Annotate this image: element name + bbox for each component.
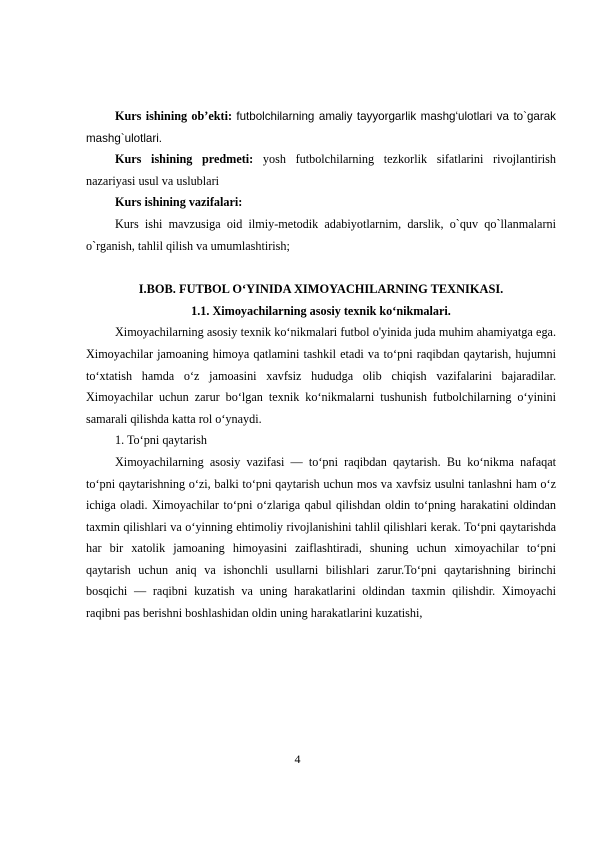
list-item-ball-return bbox=[86, 430, 556, 452]
tasks-label: Kurs ishining vazifalari: bbox=[115, 195, 243, 210]
object-label: Kurs ishining ob’ekti: bbox=[115, 109, 233, 123]
subject-label: Kurs ishining predmeti: bbox=[115, 152, 254, 167]
tasks-paragraph bbox=[86, 214, 556, 257]
subject-paragraph bbox=[86, 149, 556, 192]
tasks-heading bbox=[86, 192, 556, 214]
section-title: 1.1. Ximoyachilarning asosiy texnik ko‘nikmalari. bbox=[191, 303, 451, 318]
object-paragraph bbox=[86, 106, 556, 149]
tasks-text: Kurs ishi mavzusiga oid ilmiy-metodik adabiyotlarnim, darslik, o`quv qo`llanmalarni o`rganish, tahlil qilish va umumlashtirish; bbox=[86, 216, 556, 253]
subject-text: yosh futbolchilarning tezkorlik sifatlarini rivojlantirish nazariyasi usul va uslublari bbox=[86, 152, 557, 188]
object-text: futbolchilarning amaliy tayyorgarlik mashg‘ulotlari va to`garak mashg`ulotlari. bbox=[86, 110, 556, 145]
intro-paragraph bbox=[86, 322, 556, 430]
page-content bbox=[86, 106, 556, 625]
ball-return-paragraph bbox=[86, 452, 556, 625]
ball-return-text: Ximoyachilarning asosiy vazifasi — to‘pni raqibdan qaytarish. Bu ko‘nikma nafaqat to‘pni qaytarishning o‘zi, balki to‘pni qaytarish uchun mos va xavfsiz usulni tanlashni ham o‘z ichiga oladi. Ximoyachilar to‘pni o‘zlariga qabul qilishdan oldin to‘pning harakatini oldindan taxmin qilishlari va o‘yinning ehtimoliy rivojlanishini tahlil qilishlari kerak. To‘pni qaytarishda har bir xatolik jamoaning himoyasini zaiflashtiradi, shuning uchun ximoyachilar to‘pni qaytarish uchun aniq va ishonchli usullarni bilishlari zarur.To‘pni qaytarishning birinchi bosqichi — raqibni kuzatish va uning harakatlarini oldindan taxmin qilishdir. Ximoyachi raqibni pas berishni boshlashidan oldin uning harakatlarini kuzatishi, bbox=[86, 454, 556, 621]
page-number: 4 bbox=[294, 752, 301, 766]
list-item-text: 1. To‘pni qaytarish bbox=[115, 433, 208, 448]
chapter-title: I.BOB. FUTBOL O‘YINIDA XIMOYACHILARNING TEXNIKASI. bbox=[138, 282, 504, 297]
intro-text: Ximoyachilarning asosiy texnik ko‘nikmalari futbol o'yinida juda muhim ahamiyatga ega. Ximoyachilar jamoaning himoya qatlamini tashkil etadi va to‘pni raqibdan qaytarish, hujumni to‘xtatish hamda o‘z jamoasini xavfsiz hududga olib chiqish vazifalarini bajaradilar. Ximoyachilar uchun zarur bo‘lgan texnik ko‘nikmalarni tushunish futbolchilarning o‘yinini samarali qilishda katta rol o‘ynaydi. bbox=[86, 325, 556, 426]
